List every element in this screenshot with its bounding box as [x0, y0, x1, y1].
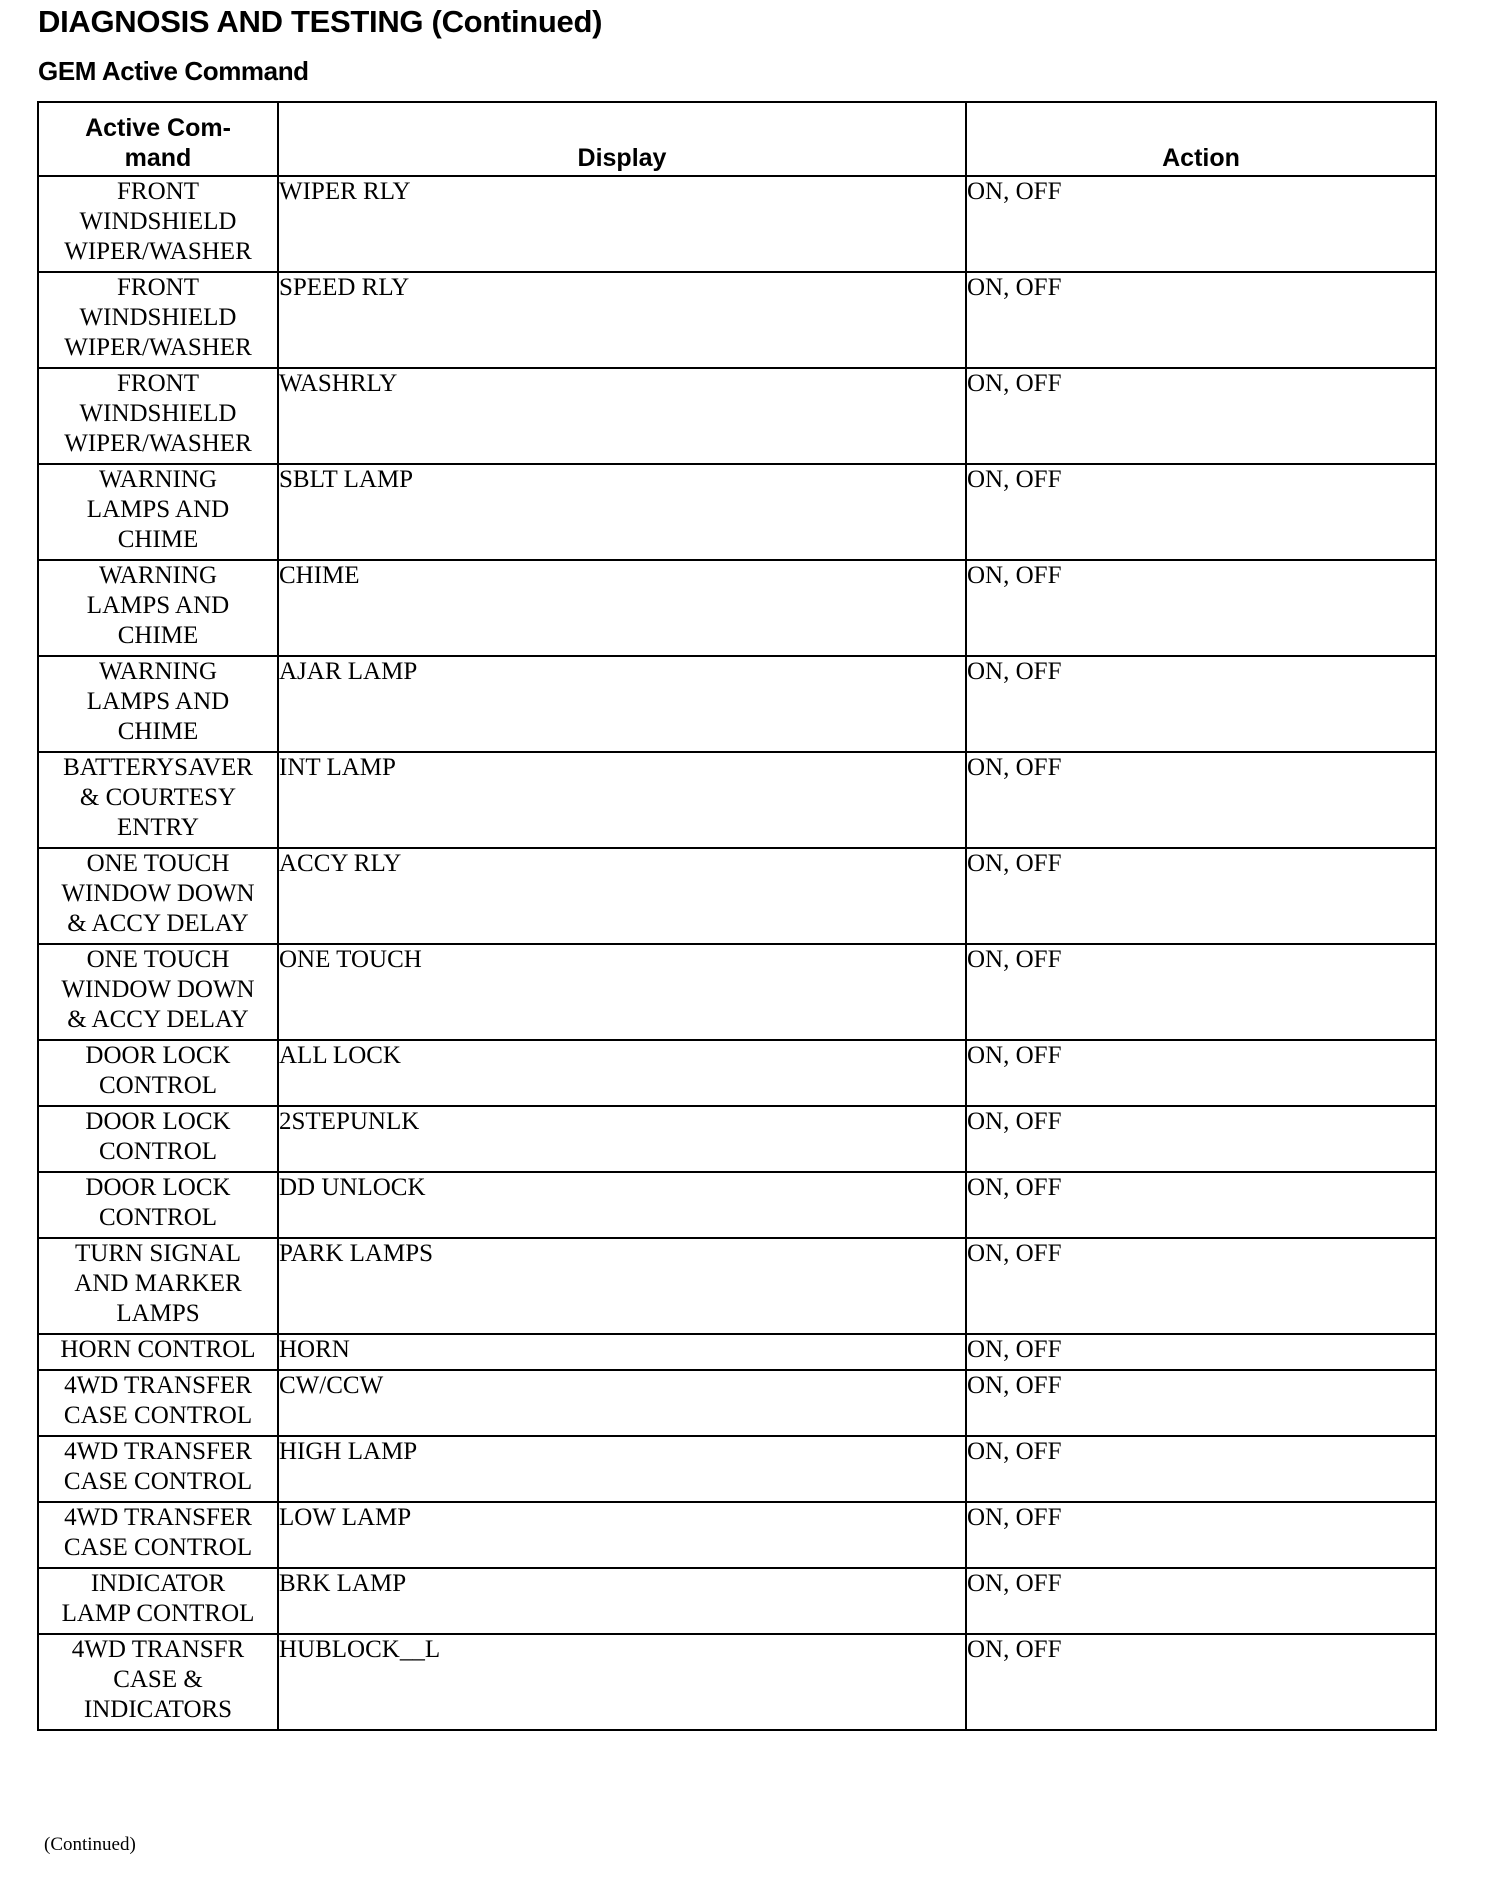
action-cell: ON, OFF	[966, 848, 1436, 944]
table-row	[38, 1172, 1436, 1238]
active-command-line: CONTROL	[98, 1072, 218, 1099]
active-command-line: INDICATOR	[90, 1570, 226, 1597]
active-command-line: WARNING	[98, 658, 218, 685]
active-command-line: WIPER/WASHER	[64, 430, 252, 457]
action-cell: ON, OFF	[966, 464, 1436, 560]
display-cell: BRK LAMP	[278, 1568, 966, 1634]
active-command-line: DOOR LOCK	[85, 1174, 231, 1201]
action-cell: ON, OFF	[966, 1040, 1436, 1106]
active-command-line: WINDOW DOWN	[61, 880, 255, 907]
display-cell: SBLT LAMP	[278, 464, 966, 560]
active-command-cell	[38, 752, 278, 848]
active-command-line: WARNING	[98, 466, 218, 493]
active-command-line: CASE CONTROL	[63, 1402, 253, 1429]
active-command-line: 4WD TRANSFER	[64, 1504, 252, 1531]
active-command-line: LAMPS AND	[86, 496, 230, 523]
table-row	[38, 368, 1436, 464]
active-command-cell	[38, 368, 278, 464]
display-cell: AJAR LAMP	[278, 656, 966, 752]
active-command-line: 4WD TRANSFR	[71, 1636, 245, 1663]
action-cell: ON, OFF	[966, 1370, 1436, 1436]
active-command-cell	[38, 1238, 278, 1334]
section-title: GEM Active Command	[38, 56, 309, 86]
table-row	[38, 1502, 1436, 1568]
table-row	[38, 464, 1436, 560]
active-command-line: INDICATORS	[83, 1696, 233, 1723]
active-command-line: CASE CONTROL	[63, 1534, 253, 1561]
action-cell: ON, OFF	[966, 1106, 1436, 1172]
table-row	[38, 272, 1436, 368]
active-command-line: CHIME	[117, 718, 199, 745]
table-row	[38, 944, 1436, 1040]
display-cell: HUBLOCK__L	[278, 1634, 966, 1730]
active-command-line: ONE TOUCH	[86, 850, 230, 877]
active-command-line: LAMPS	[116, 1300, 200, 1327]
active-command-line: CASE CONTROL	[63, 1468, 253, 1495]
active-command-line: HORN CONTROL	[60, 1336, 256, 1363]
active-command-cell	[38, 656, 278, 752]
active-command-line: DOOR LOCK	[85, 1042, 231, 1069]
active-command-cell	[38, 1172, 278, 1238]
active-command-line: BATTERYSAVER	[63, 754, 253, 781]
table-header-row	[38, 102, 1436, 176]
active-command-line: FRONT	[117, 178, 199, 205]
display-cell: ONE TOUCH	[278, 944, 966, 1040]
table-row	[38, 1568, 1436, 1634]
display-cell: HORN	[278, 1334, 966, 1370]
action-cell: ON, OFF	[966, 176, 1436, 272]
active-command-cell	[38, 1568, 278, 1634]
table-row	[38, 176, 1436, 272]
active-command-line: WINDOW DOWN	[61, 976, 255, 1003]
display-cell: LOW LAMP	[278, 1502, 966, 1568]
page-title: DIAGNOSIS AND TESTING (Continued)	[38, 4, 603, 39]
active-command-line: ONE TOUCH	[86, 946, 230, 973]
active-command-line: LAMP CONTROL	[61, 1600, 255, 1627]
table-body	[38, 176, 1436, 1730]
active-command-cell	[38, 1370, 278, 1436]
action-cell: ON, OFF	[966, 1334, 1436, 1370]
action-cell: ON, OFF	[966, 1436, 1436, 1502]
display-cell: CHIME	[278, 560, 966, 656]
display-cell: WIPER RLY	[278, 176, 966, 272]
active-command-table	[37, 101, 1437, 1731]
active-command-line: WIPER/WASHER	[64, 238, 252, 265]
active-command-line: 4WD TRANSFER	[64, 1372, 252, 1399]
active-command-line: LAMPS AND	[86, 592, 230, 619]
active-command-line: DOOR LOCK	[85, 1108, 231, 1135]
continued-note: (Continued)	[44, 1834, 136, 1855]
active-command-cell	[38, 944, 278, 1040]
active-command-cell	[38, 176, 278, 272]
active-command-cell	[38, 1106, 278, 1172]
active-command-line: FRONT	[117, 370, 199, 397]
action-cell: ON, OFF	[966, 1568, 1436, 1634]
display-cell: PARK LAMPS	[278, 1238, 966, 1334]
action-cell: ON, OFF	[966, 752, 1436, 848]
action-cell: ON, OFF	[966, 368, 1436, 464]
active-command-line: CONTROL	[98, 1138, 218, 1165]
column-header-action: Action	[966, 102, 1436, 176]
active-command-line: & ACCY DELAY	[67, 910, 249, 937]
column-header-display: Display	[278, 102, 966, 176]
display-cell: CW/CCW	[278, 1370, 966, 1436]
table-row	[38, 1106, 1436, 1172]
active-command-cell	[38, 560, 278, 656]
table-row	[38, 1334, 1436, 1370]
active-command-line: WINDSHIELD	[79, 304, 237, 331]
active-command-line: WIPER/WASHER	[64, 334, 252, 361]
active-command-line: WARNING	[98, 562, 218, 589]
active-command-cell	[38, 464, 278, 560]
active-command-cell	[38, 1502, 278, 1568]
action-cell: ON, OFF	[966, 944, 1436, 1040]
table-row	[38, 1040, 1436, 1106]
active-command-line: AND MARKER	[74, 1270, 242, 1297]
active-command-cell	[38, 1436, 278, 1502]
active-command-cell	[38, 848, 278, 944]
active-command-line: ENTRY	[117, 814, 199, 841]
display-cell: SPEED RLY	[278, 272, 966, 368]
table-row	[38, 1634, 1436, 1730]
table-row	[38, 752, 1436, 848]
display-cell: 2STEPUNLK	[278, 1106, 966, 1172]
action-cell: ON, OFF	[966, 272, 1436, 368]
active-command-line: 4WD TRANSFER	[64, 1438, 252, 1465]
display-cell: HIGH LAMP	[278, 1436, 966, 1502]
active-command-line: & ACCY DELAY	[67, 1006, 249, 1033]
table-row	[38, 1436, 1436, 1502]
action-cell: ON, OFF	[966, 656, 1436, 752]
action-cell: ON, OFF	[966, 1172, 1436, 1238]
active-command-line: WINDSHIELD	[79, 400, 237, 427]
action-cell: ON, OFF	[966, 1238, 1436, 1334]
active-command-line: CHIME	[117, 622, 199, 649]
action-cell: ON, OFF	[966, 1502, 1436, 1568]
display-cell: INT LAMP	[278, 752, 966, 848]
column-header-active-command: Active Com- mand	[38, 102, 278, 176]
active-command-line: CASE &	[113, 1666, 203, 1693]
active-command-line: CONTROL	[98, 1204, 218, 1231]
active-command-line: & COURTESY	[79, 784, 237, 811]
active-command-cell	[38, 272, 278, 368]
active-command-cell	[38, 1040, 278, 1106]
display-cell: WASHRLY	[278, 368, 966, 464]
active-command-line: LAMPS AND	[86, 688, 230, 715]
active-command-line: CHIME	[117, 526, 199, 553]
action-cell: ON, OFF	[966, 1634, 1436, 1730]
active-command-line: WINDSHIELD	[79, 208, 237, 235]
display-cell: ALL LOCK	[278, 1040, 966, 1106]
active-command-line: FRONT	[117, 274, 199, 301]
active-command-line: TURN SIGNAL	[75, 1240, 241, 1267]
action-cell: ON, OFF	[966, 560, 1436, 656]
table-row	[38, 1238, 1436, 1334]
table-row	[38, 656, 1436, 752]
table-row	[38, 560, 1436, 656]
display-cell: ACCY RLY	[278, 848, 966, 944]
active-command-cell	[38, 1334, 278, 1370]
table-row	[38, 848, 1436, 944]
active-command-cell	[38, 1634, 278, 1730]
display-cell: DD UNLOCK	[278, 1172, 966, 1238]
table-row	[38, 1370, 1436, 1436]
